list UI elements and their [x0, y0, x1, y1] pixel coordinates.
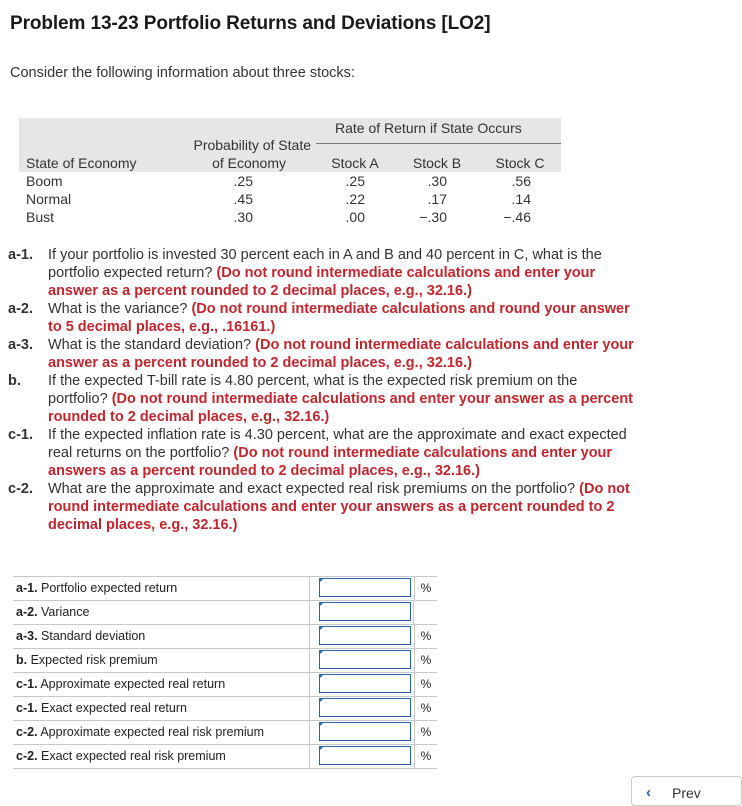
answer-label-text: Approximate expected real risk premium: [37, 725, 265, 739]
answer-label-text: Exact expected real return: [37, 701, 187, 715]
col-stock-a: Stock A: [331, 155, 379, 171]
group-header-underline: [316, 143, 561, 144]
unit-label: %: [414, 577, 437, 600]
answer-label-part: c-2.: [16, 725, 38, 739]
answer-label-part: b.: [16, 653, 28, 667]
col-prob-line1: Probability of State: [193, 137, 311, 153]
answer-label: [13, 673, 310, 696]
question-item: [8, 336, 638, 372]
question-hint: (Do not round intermediate calculations and enter your answers as a percent rounded to 2 decimal places, e.g., 32.16.): [48, 445, 613, 479]
input-flag-icon: [319, 626, 324, 631]
input-flag-icon: [319, 698, 324, 703]
question-label: c-2.: [8, 481, 33, 497]
col-stock-b: Stock B: [412, 155, 462, 171]
answer-label-text: Standard deviation: [37, 629, 146, 643]
answer-row-approximate-real-risk-premium: [13, 720, 437, 744]
question-text: If your portfolio is invested 30 percent each in A and B and 40 percent in C, what is the portfolio expected return?: [48, 247, 602, 281]
unit-label: %: [414, 649, 437, 672]
answer-label-text: Exact expected real risk premium: [37, 749, 226, 763]
question-text: What is the standard deviation?: [48, 337, 252, 353]
question-list: [8, 246, 638, 534]
question-item: [8, 426, 638, 480]
answer-label: [13, 649, 310, 672]
portfolio-expected-return-input[interactable]: [319, 578, 411, 597]
answer-row-expected-risk-premium: [13, 648, 437, 672]
question-label: a-3.: [8, 337, 33, 353]
answer-row-portfolio-expected-return: [13, 576, 437, 600]
question-label: c-1.: [8, 427, 33, 443]
answer-row-exact-real-risk-premium: [13, 744, 437, 769]
answer-row-variance: [13, 600, 437, 624]
row-stock-a: .22: [345, 191, 365, 207]
question-hint: (Do not round intermediate calculations and enter your answers as a percent rounded to 2 decimal places, e.g., 32.16.): [48, 481, 630, 533]
answer-label-text: Expected risk premium: [27, 653, 158, 667]
answer-label-text: Approximate expected real return: [37, 677, 226, 691]
question-hint: (Do not round intermediate calculations and round your answer to 5 decimal places, e.g., .16161.): [48, 301, 630, 335]
stocks-table: [19, 118, 561, 231]
question-text: What are the approximate and exact expected real risk premiums on the portfolio?: [48, 481, 576, 497]
approximate-real-return-input[interactable]: [319, 674, 411, 693]
question-hint: (Do not round intermediate calculations and enter your answer as a percent rounded to 2 decimal places, e.g., 32.16.): [48, 265, 596, 299]
input-flag-icon: [319, 650, 324, 655]
question-item: [8, 480, 638, 534]
row-stock-a: .25: [345, 173, 365, 189]
answer-label: [13, 577, 310, 600]
unit-label: %: [414, 673, 437, 696]
question-hint: (Do not round intermediate calculations and enter your answer as a percent rounded to 2 decimal places, e.g., 32.16.): [48, 391, 634, 425]
input-flag-icon: [319, 602, 324, 607]
prev-label: Prev: [672, 785, 701, 801]
row-stock-b: .30: [427, 173, 447, 189]
answer-label-part: c-1.: [16, 701, 38, 715]
row-stock-a: .00: [345, 209, 365, 225]
row-prob: .45: [233, 191, 253, 207]
question-item: [8, 372, 638, 426]
page-title: Problem 13-23 Portfolio Returns and Deviations [LO2]: [10, 13, 491, 34]
exact-real-risk-premium-input[interactable]: [319, 746, 411, 765]
exact-real-return-input[interactable]: [319, 698, 411, 717]
answer-label-text: Portfolio expected return: [37, 581, 178, 595]
answer-row-approximate-real-return: [13, 672, 437, 696]
answer-label-part: c-2.: [16, 749, 38, 763]
answer-label: [13, 697, 310, 720]
question-label: a-2.: [8, 301, 33, 317]
input-flag-icon: [319, 722, 324, 727]
col-state-header: State of Economy: [26, 155, 137, 171]
row-stock-b: −.30: [419, 209, 447, 225]
answer-label: [13, 745, 310, 768]
question-label: a-1.: [8, 247, 33, 263]
group-header: Rate of Return if State Occurs: [335, 120, 522, 136]
question-label: b.: [8, 373, 21, 389]
answer-label-part: a-3.: [16, 629, 38, 643]
answer-label: [13, 601, 310, 624]
unit-label: %: [414, 625, 437, 648]
variance-input[interactable]: [319, 602, 411, 621]
row-stock-c: −.46: [503, 209, 531, 225]
intro-text: Consider the following information about three stocks:: [10, 65, 355, 81]
question-text: If the expected inflation rate is 4.30 percent, what are the approximate and exact expected real returns on the portfolio?: [48, 427, 627, 461]
input-flag-icon: [319, 578, 324, 583]
expected-risk-premium-input[interactable]: [319, 650, 411, 669]
answer-row-standard-deviation: [13, 624, 437, 648]
col-prob-line2: of Economy: [212, 155, 286, 171]
question-item: [8, 300, 638, 336]
answer-label-part: c-1.: [16, 677, 38, 691]
answer-label: [13, 721, 310, 744]
column-divider: [413, 601, 414, 624]
col-stock-c: Stock C: [495, 155, 545, 171]
question-text: What is the variance?: [48, 301, 188, 317]
answer-table: [13, 576, 437, 769]
row-stock-c: .14: [511, 191, 531, 207]
question-item: [8, 246, 638, 300]
answer-label: [13, 625, 310, 648]
standard-deviation-input[interactable]: [319, 626, 411, 645]
row-prob: .25: [233, 173, 253, 189]
question-text: If the expected T-bill rate is 4.80 percent, what is the expected risk premium on the portfolio?: [48, 373, 578, 407]
row-stock-c: .56: [511, 173, 531, 189]
row-state: Normal: [26, 191, 72, 207]
row-state: Boom: [26, 173, 63, 189]
approximate-real-risk-premium-input[interactable]: [319, 722, 411, 741]
row-state: Bust: [26, 209, 55, 225]
chevron-left-icon: ‹: [646, 784, 651, 801]
answer-row-exact-real-return: [13, 696, 437, 720]
answer-label-part: a-1.: [16, 581, 38, 595]
unit-label: %: [414, 721, 437, 744]
row-stock-b: .17: [427, 191, 447, 207]
input-flag-icon: [319, 746, 324, 751]
question-hint: (Do not round intermediate calculations and enter your answer as a percent rounded to 2 decimal places, e.g., 32.16.): [48, 337, 634, 371]
unit-label: %: [414, 697, 437, 720]
prev-button[interactable]: [631, 776, 742, 806]
row-prob: .30: [233, 209, 253, 225]
answer-label-part: a-2.: [16, 605, 38, 619]
answer-label-text: Variance: [37, 605, 90, 619]
unit-label: %: [414, 745, 437, 768]
input-flag-icon: [319, 674, 324, 679]
